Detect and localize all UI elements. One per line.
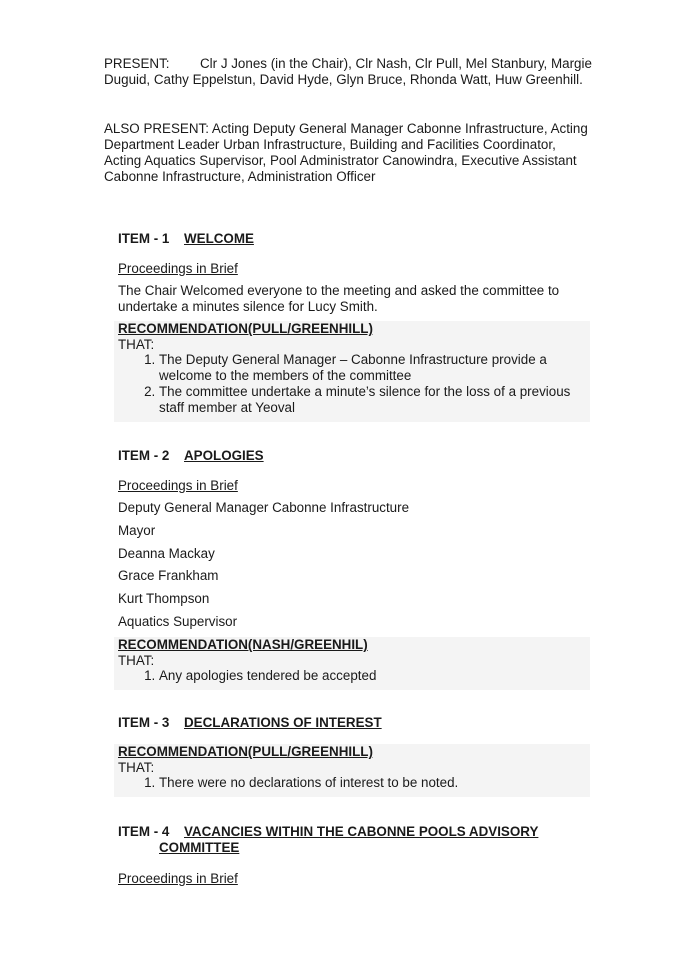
item1-that: THAT: bbox=[118, 337, 155, 352]
item1-number: ITEM - 1 bbox=[118, 231, 170, 246]
present-text: Clr J Jones (in the Chair), Clr Nash, Clr Pull, Mel Stanbury, Margie Duguid, Cathy Eppelstun, David Hyde, Glyn Bruce, Rhonda Watt, Huw Greenhill. bbox=[104, 56, 592, 87]
also-present-paragraph: ALSO PRESENT: Acting Deputy General Manager Cabonne Infrastructure, Acting Department Leader Urban Infrastructure, Building and Facilities Coordinator, Acting Aquatics Supervisor, Pool Administrator Canowindra, Executive Assistant Cabonne Infrastructure, Administration Officer bbox=[104, 121, 588, 184]
apology-entry: Kurt Thompson bbox=[118, 591, 210, 606]
item3-title: DECLARATIONS OF INTEREST bbox=[184, 715, 382, 730]
item1-proceedings-label: Proceedings in Brief bbox=[118, 261, 238, 276]
list-item: 2. The committee undertake a minute’s silence for the loss of a previous staff member at Yeoval bbox=[159, 384, 586, 416]
item1-proceedings-text: The Chair Welcomed everyone to the meeting and asked the committee to undertake a minutes silence for Lucy Smith. bbox=[118, 283, 560, 314]
present-paragraph bbox=[104, 56, 594, 88]
item3-heading bbox=[118, 715, 598, 731]
item4-title-line2: COMMITTEE bbox=[159, 840, 240, 855]
item4-heading bbox=[118, 824, 598, 856]
item4-number: ITEM - 4 bbox=[118, 824, 170, 839]
item1-recommendation bbox=[114, 321, 590, 422]
item3-that: THAT: bbox=[118, 760, 155, 775]
item4-proceedings-label: Proceedings in Brief bbox=[118, 871, 238, 886]
list-item: 1. There were no declarations of interest to be noted. bbox=[159, 775, 586, 791]
apology-entry: Deanna Mackay bbox=[118, 546, 215, 561]
list-item: 1. The Deputy General Manager – Cabonne Infrastructure provide a welcome to the members of the committee bbox=[159, 352, 586, 384]
apology-entry: Mayor bbox=[118, 523, 156, 538]
present-label: PRESENT: bbox=[104, 56, 170, 71]
item2-recommendation-list bbox=[118, 668, 586, 684]
list-item: 1. Any apologies tendered be accepted bbox=[159, 668, 586, 684]
item2-recommendation bbox=[114, 637, 590, 690]
item2-number: ITEM - 2 bbox=[118, 448, 170, 463]
item2-title: APOLOGIES bbox=[184, 448, 264, 463]
item2-recommendation-title: RECOMMENDATION(NASH/GREENHIL) bbox=[118, 637, 368, 652]
item2-proceedings-label: Proceedings in Brief bbox=[118, 478, 238, 493]
item3-number: ITEM - 3 bbox=[118, 715, 170, 730]
apology-entry: Grace Frankham bbox=[118, 568, 219, 583]
item3-recommendation bbox=[114, 744, 590, 797]
item3-recommendation-list bbox=[118, 775, 586, 791]
item3-recommendation-title: RECOMMENDATION(PULL/GREENHILL) bbox=[118, 744, 373, 759]
item1-heading bbox=[118, 231, 598, 247]
item2-that: THAT: bbox=[118, 653, 155, 668]
item2-heading bbox=[118, 448, 598, 464]
item1-recommendation-title: RECOMMENDATION(PULL/GREENHILL) bbox=[118, 321, 373, 336]
item1-title: WELCOME bbox=[184, 231, 254, 246]
apology-entry: Aquatics Supervisor bbox=[118, 614, 238, 629]
apology-entry: Deputy General Manager Cabonne Infrastructure bbox=[118, 500, 410, 515]
item4-title-line1: VACANCIES WITHIN THE CABONNE POOLS ADVISORY bbox=[184, 824, 539, 839]
item1-recommendation-list bbox=[118, 352, 586, 416]
